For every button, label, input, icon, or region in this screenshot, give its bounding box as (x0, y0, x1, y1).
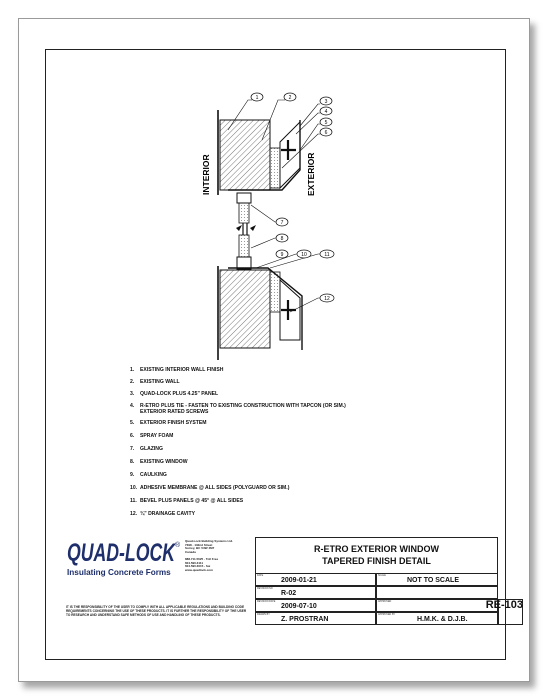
interior-label: INTERIOR (201, 154, 211, 195)
callout-12 (320, 294, 334, 302)
spray-foam-upper (270, 148, 280, 188)
note-item: 1. EXISTING INTERIOR WALL FINISH (130, 367, 224, 373)
scale-value: NOT TO SCALE (407, 577, 459, 584)
existing-wall-upper (220, 120, 270, 190)
callout-7 (276, 218, 288, 226)
svg-text:QUAD-LOCK: QUAD-LOCK (67, 539, 177, 567)
bevel-panel-upper (280, 122, 300, 188)
callout-5 (320, 118, 332, 126)
svg-text:2: 2 (288, 95, 292, 101)
note-item: 3. QUAD-LOCK PLUS 4.25" PANEL (130, 391, 219, 397)
break-marks (236, 225, 256, 231)
note-item: 7. GLAZING (130, 446, 163, 452)
logo-tagline: Insulating Concrete Forms (67, 568, 171, 577)
blank-cell (376, 586, 498, 599)
callout-2 (284, 93, 296, 101)
callout-10 (297, 250, 311, 258)
company-address: Quad-Lock Building Systems Ltd. 7398 - 132nd Street Surrey, BC V3W 4M7 Canada 888.711.5625 - Toll Free 604.590.3111 604.590.3015 - fax www.quadlock.com (185, 539, 234, 572)
disclaimer-text: IT IS THE RESPONSIBILITY OF THE USER TO COMPLY WITH ALL APPLICABLE REGULATIONS AND BUILDING CODE REQUIREMENTS CONCERNING THE USE OF THESE PRODUCTS. IT IS FURTHER THE RESPONSIBILITY OF THE USER TO RESEARCH AND UNDERSTAND SAFE METHODS OF USE AND HANDLING OF THESE PRODUCTS. (66, 605, 247, 618)
svg-text:3: 3 (324, 99, 328, 105)
window-head (237, 193, 251, 203)
svg-text:4: 4 (324, 109, 328, 115)
quad-lock-logo (67, 539, 182, 567)
note-item: 9. CAULKING (130, 472, 167, 478)
drawing-title-line1: R-ETRO EXTERIOR WINDOW (314, 544, 439, 554)
date-value: 2009-01-21 (281, 577, 317, 584)
callout-9 (276, 250, 288, 258)
callout-1 (251, 93, 263, 101)
date-cell: DATE 2009-01-21 (255, 573, 376, 586)
svg-text:5: 5 (324, 120, 328, 126)
scale-cell: SCALE NOT TO SCALE (376, 573, 498, 586)
callout-3 (320, 97, 332, 105)
approved-by-value: H.M.K. & D.J.B. (417, 616, 468, 623)
title-block (64, 537, 523, 647)
approved-cell: APPROVED (376, 599, 498, 612)
logo-area (64, 537, 185, 599)
revision-cell: REVISION NO R-02 (255, 586, 376, 599)
spray-foam-lower (270, 272, 280, 312)
note-item: 10. ADHESIVE MEMBRANE @ ALL SIDES (POLYGUARD OR SIM.) (130, 485, 290, 491)
revision-value: R-02 (281, 590, 297, 597)
exterior-label: EXTERIOR (306, 152, 316, 196)
note-item: 6. SPRAY FOAM (130, 433, 174, 439)
sheet-number: RE-103 (485, 599, 523, 611)
drawn-by-cell: DRAWN BY Z. PROSTRAN (255, 612, 376, 625)
svg-text:6: 6 (324, 130, 328, 136)
svg-text:®: ® (175, 542, 181, 549)
drawing-title-cell (255, 537, 498, 573)
svg-text:7: 7 (280, 220, 284, 226)
svg-text:11: 11 (324, 252, 330, 258)
svg-text:8: 8 (280, 236, 284, 242)
note-item: 5. EXTERIOR FINISH SYSTEM (130, 420, 207, 426)
note-item: 8. EXISTING WINDOW (130, 459, 188, 465)
drawn-by-value: Z. PROSTRAN (281, 616, 329, 623)
note-item: 11. BEVEL PLUS PANELS @ 45° @ ALL SIDES (130, 498, 244, 504)
note-item: 4. R-ETRO PLUS TIE - FASTEN TO EXISTING CONSTRUCTION WITH TAPCON (OR SIM.) EXTERIOR RATED SCREWS (130, 403, 346, 416)
callout-6 (320, 128, 332, 136)
window-sill (237, 257, 251, 269)
window-frame-upper (239, 203, 249, 223)
svg-text:1: 1 (255, 95, 259, 101)
drawing-title-line2: TAPERED FINISH DETAIL (322, 556, 431, 566)
revision-date-value: 2009-07-10 (281, 603, 317, 610)
callout-11 (320, 250, 334, 258)
svg-text:10: 10 (301, 252, 307, 258)
note-item: 2. EXISTING WALL (130, 379, 180, 385)
revision-date-cell: REVISION DATE 2009-07-10 (255, 599, 376, 612)
window-frame-lower (239, 235, 249, 257)
existing-wall-lower (220, 270, 270, 348)
svg-text:9: 9 (280, 252, 284, 258)
callout-8 (276, 234, 288, 242)
callout-4 (320, 107, 332, 115)
approved-by-cell: APPROVED BY H.M.K. & D.J.B. (376, 612, 498, 625)
note-item: 12. ¾" DRAINAGE CAVITY (130, 511, 195, 517)
svg-text:12: 12 (324, 296, 330, 302)
